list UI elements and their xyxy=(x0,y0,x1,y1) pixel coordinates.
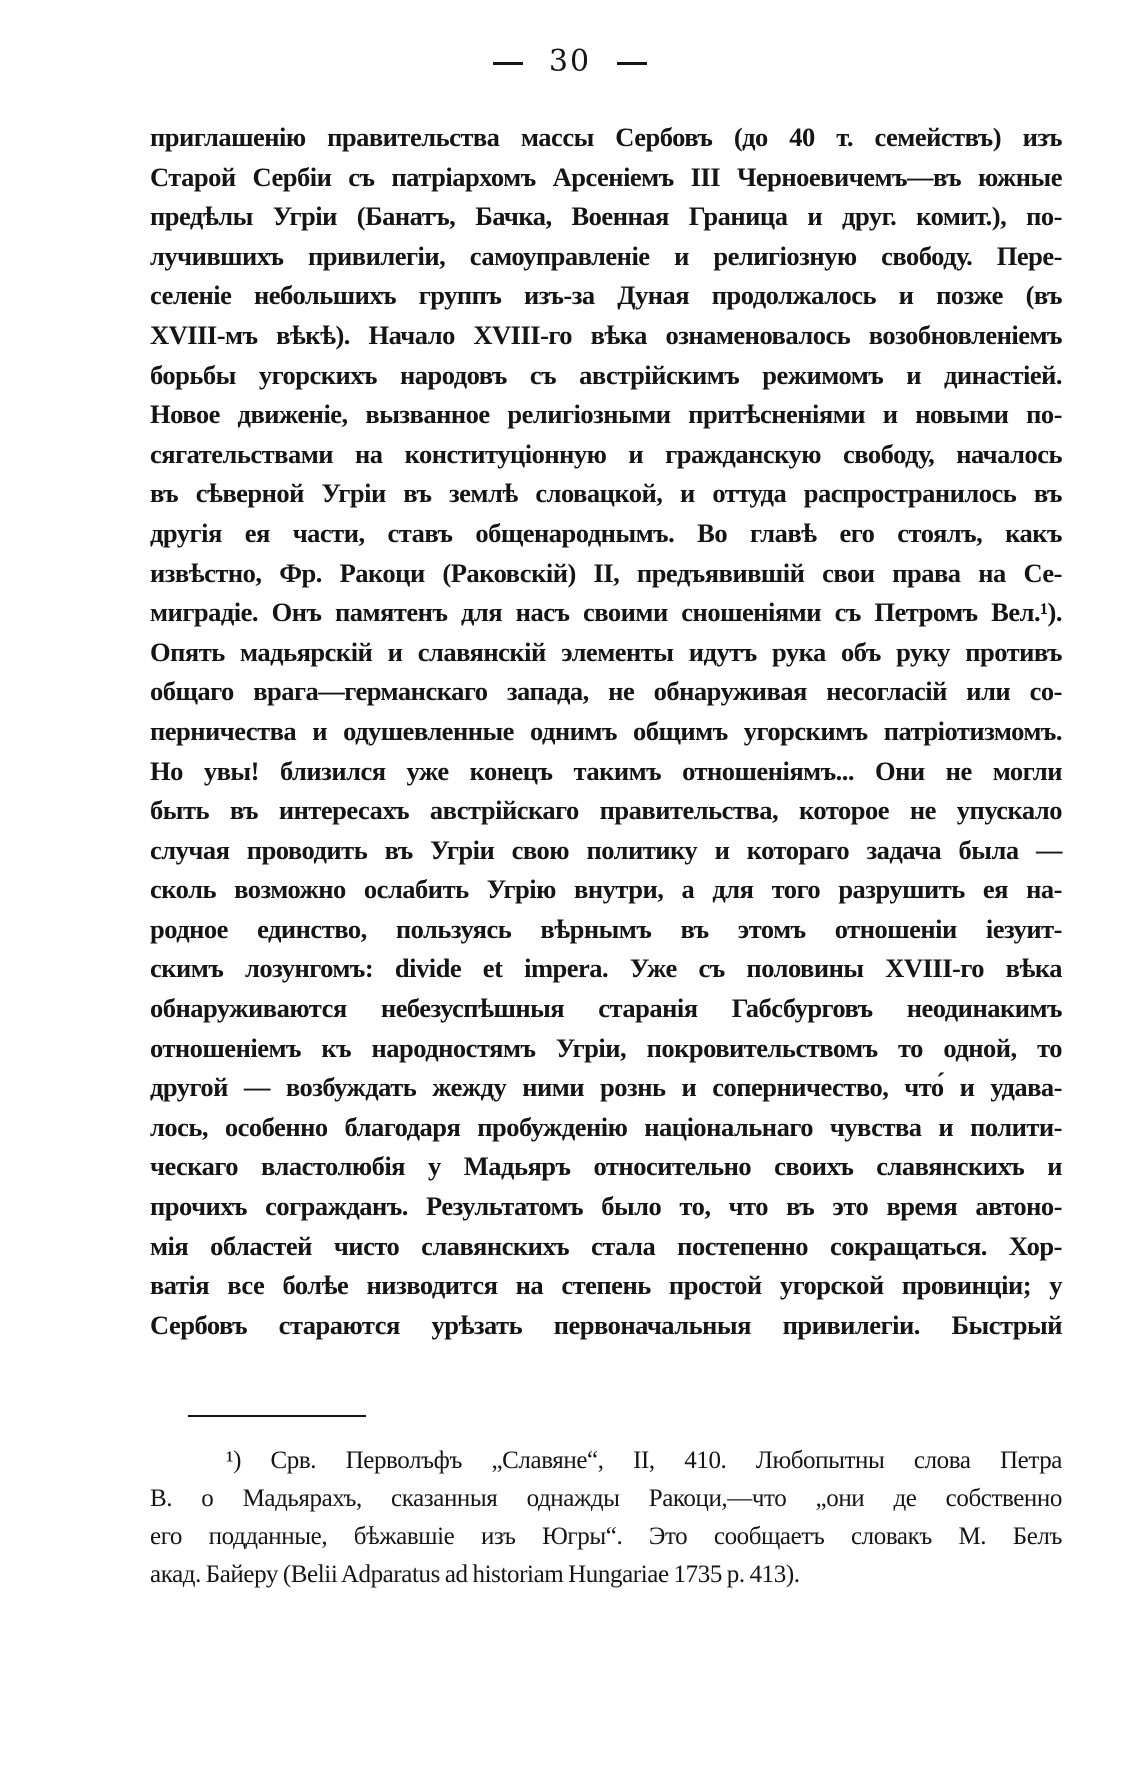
page-number-dash-right xyxy=(617,62,647,65)
body-line: мія областей чисто славянскихъ стала постепенно сокращаться. Хор- xyxy=(150,1230,1062,1261)
footnote-line: акад. Байеру (Belii Adparatus ad historiam Hungariae 1735 p. 413). xyxy=(150,1561,800,1588)
footnote-line: ¹) Срв. Перволъфъ „Славяне“, II, 410. Любопытны слова Петра xyxy=(226,1447,1062,1474)
body-line: случая проводить въ Угріи свою политику и котораго задача была — xyxy=(150,834,1062,865)
page-number xyxy=(0,44,1140,79)
footnote-line: его подданные, бѣжавшіе изъ Югры“. Это сообщаетъ словакъ М. Белъ xyxy=(150,1523,1062,1550)
body-line: борьбы угорскихъ народовъ съ австрійскимъ режимомъ и династіей. xyxy=(150,359,1062,390)
body-line: прочихъ согражданъ. Результатомъ было то, что въ это время автоно- xyxy=(150,1191,1062,1222)
body-line: перничества и одушевленные однимъ общимъ угорскимъ патріотизмомъ. xyxy=(150,715,1062,746)
body-line: XVIII-мъ вѣкѣ). Начало XVIII-го вѣка ознаменовалось возобновленіемъ xyxy=(150,319,1062,350)
body-line: миградіе. Онъ памятенъ для насъ своими сношеніями съ Петромъ Вел.¹). xyxy=(150,597,1062,628)
body-line: общаго врага—германскаго запада, не обнаруживая несогласій или со- xyxy=(150,676,1062,707)
body-line: Опять мадьярскій и славянскій элементы идутъ рука объ руку противъ xyxy=(150,636,1062,667)
body-line: приглашенію правительства массы Сербовъ (до 40 т. семействъ) изъ xyxy=(150,122,1062,152)
body-line: Старой Сербіи съ патріархомъ Арсеніемъ III Черноевичемъ—въ южные xyxy=(150,161,1062,192)
body-line: лось, особенно благодаря пробужденію національнаго чувства и полити- xyxy=(150,1111,1062,1142)
body-line: Новое движеніе, вызванное религіозными притѣсненіями и новыми по- xyxy=(150,399,1062,430)
body-line: другой — возбуждать жежду ними рознь и соперничество, что́ и удава- xyxy=(150,1072,1062,1103)
body-line: Но увы! близился уже конецъ такимъ отношеніямъ... Они не могли xyxy=(150,755,1062,786)
body-line: другія ея части, ставъ общенароднымъ. Во главѣ его стоялъ, какъ xyxy=(150,517,1062,548)
page-number-value: 30 xyxy=(548,44,592,79)
body-line: сягательствами на конституціонную и гражданскую свободу, началось xyxy=(150,438,1062,469)
body-line: лучившихъ привилегіи, самоуправленіе и религіозную свободу. Пере- xyxy=(150,240,1062,271)
body-line: скимъ лозунгомъ: divide et impera. Уже съ половины XVIII-го вѣка xyxy=(150,953,1062,984)
body-line: ватія все болѣе низводится на степень простой угорской провинціи; у xyxy=(150,1270,1062,1301)
body-text xyxy=(150,118,1062,1345)
body-line: въ сѣверной Угріи въ землѣ словацкой, и оттуда распространилось въ xyxy=(150,478,1062,509)
page-number-dash-left xyxy=(493,62,523,65)
body-line: быть въ интересахъ австрійскаго правительства, которое не упускало xyxy=(150,795,1062,826)
body-line: сколь возможно ослабить Угрію внутри, а для того разрушить ея на- xyxy=(150,874,1062,905)
body-line: Сербовъ стараются урѣзать первоначальныя привилегіи. Быстрый xyxy=(150,1309,1062,1340)
body-line: извѣстно, Фр. Ракоци (Раковскій) II, предъявившій свои права на Се- xyxy=(150,557,1062,588)
body-line: обнаруживаются небезуспѣшныя старанія Габсбурговъ неодинакимъ xyxy=(150,993,1062,1024)
body-line: отношеніемъ къ народностямъ Угріи, покровительствомъ то одной, то xyxy=(150,1032,1062,1063)
body-line: предѣлы Угріи (Банатъ, Бачка, Военная Граница и друг. комит.), по- xyxy=(150,201,1062,232)
body-line: родное единство, пользуясь вѣрнымъ въ этомъ отношеніи іезуит- xyxy=(150,913,1062,944)
footnote-line: В. о Мадьярахъ, сказанныя однажды Ракоци,—что „они де собственно xyxy=(150,1485,1062,1512)
footnote-divider xyxy=(188,1415,366,1417)
body-line: селеніе небольшихъ группъ изъ-за Дуная продолжалось и позже (въ xyxy=(150,280,1062,311)
footnote xyxy=(150,1442,1062,1594)
body-line: ческаго властолюбія у Мадьяръ относительно своихъ славянскихъ и xyxy=(150,1151,1062,1182)
